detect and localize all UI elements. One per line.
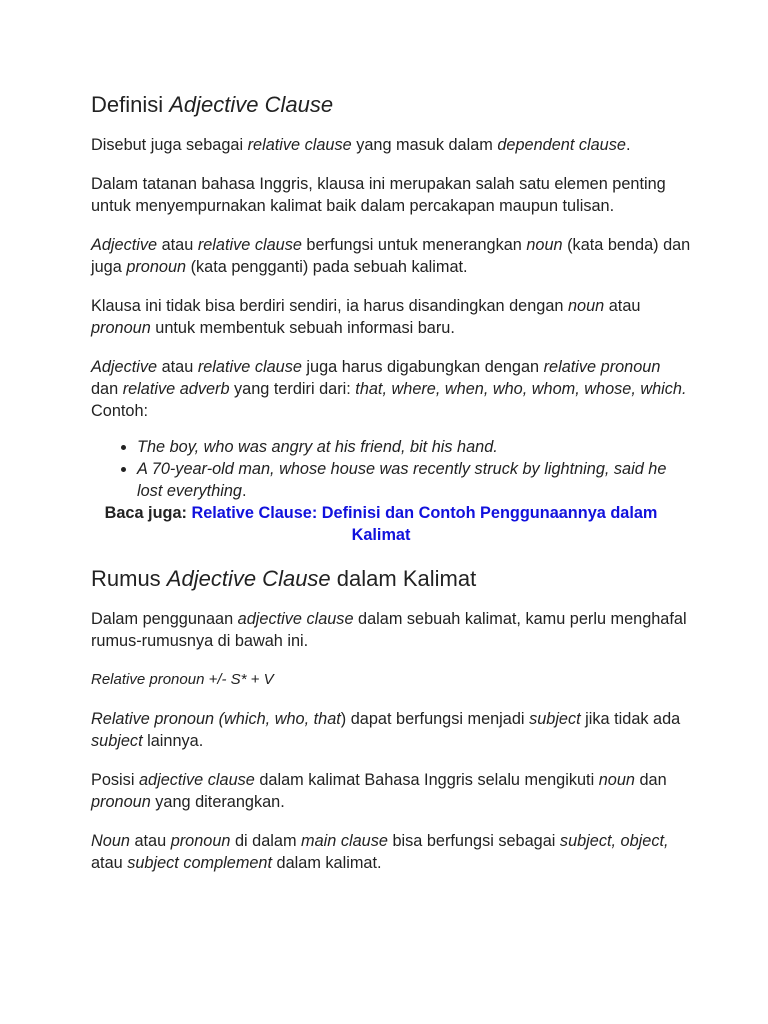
paragraph-posisi: Posisi adjective clause dalam kalimat Bahasa Inggris selalu mengikuti noun dan pronoun yang diterangkan. bbox=[91, 771, 667, 811]
formula: Relative pronoun +/- S* + V bbox=[91, 671, 274, 688]
paragraph-penggunaan: Dalam penggunaan adjective clause dalam sebuah kalimat, kamu perlu menghafal rumus-rumusnya di bawah ini. bbox=[91, 610, 687, 650]
heading-italic: Adjective Clause bbox=[169, 92, 334, 117]
heading-rumus: Rumus Adjective Clause dalam Kalimat bbox=[91, 566, 477, 591]
paragraph-intro: Disebut juga sebagai relative clause yang masuk dalam dependent clause. bbox=[91, 136, 631, 154]
example-list bbox=[91, 436, 691, 502]
paragraph-main-clause: Noun atau pronoun di dalam main clause bisa berfungsi sebagai subject, object, atau subject complement dalam kalimat. bbox=[91, 832, 669, 872]
read-also bbox=[91, 502, 691, 546]
paragraph-fungsi: Adjective atau relative clause berfungsi untuk menerangkan noun (kata benda) dan juga pronoun (kata pengganti) pada sebuah kalimat. bbox=[91, 236, 691, 276]
paragraph-digabungkan: Adjective atau relative clause juga harus digabungkan dengan relative pronoun dan relative adverb yang terdiri dari: that, where, when, who, whom, whose, which. Contoh: bbox=[91, 358, 687, 420]
paragraph-tatanan: Dalam tatanan bahasa Inggris, klausa ini merupakan salah satu elemen penting untuk menyempurnakan kalimat baik dalam percakapan maupun tulisan. bbox=[91, 175, 666, 215]
read-also-link[interactable]: Relative Clause: Definisi dan Contoh Penggunaannya dalam Kalimat bbox=[191, 504, 658, 544]
read-also-label: Baca juga: bbox=[104, 504, 192, 522]
heading-definisi bbox=[91, 90, 691, 120]
list-item: • A 70-year-old man, whose house was recently struck by lightning, said he lost everything. bbox=[137, 458, 691, 502]
heading-text: Definisi bbox=[91, 92, 170, 117]
paragraph-relative-pronoun: Relative pronoun (which, who, that) dapat berfungsi menjadi subject jika tidak ada subject lainnya. bbox=[91, 710, 681, 750]
list-item: • The boy, who was angry at his friend, bit his hand. bbox=[137, 436, 691, 458]
article-content bbox=[91, 90, 691, 891]
paragraph-klausa: Klausa ini tidak bisa berdiri sendiri, ia harus disandingkan dengan noun atau pronoun untuk membentuk sebuah informasi baru. bbox=[91, 297, 641, 337]
